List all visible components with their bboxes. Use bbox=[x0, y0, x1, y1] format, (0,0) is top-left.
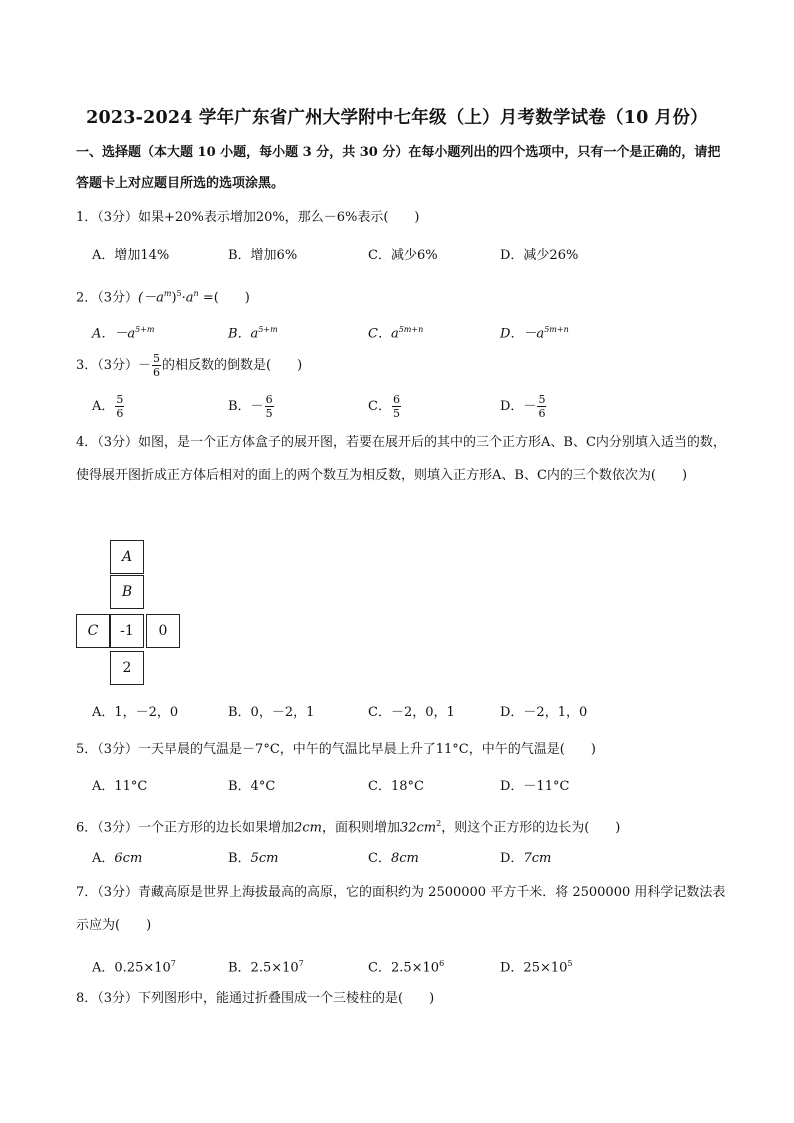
option-d: D．减少26% bbox=[500, 248, 579, 263]
option-a: A．1，－2，0 bbox=[92, 705, 179, 720]
net-cell-minus-one: -1 bbox=[110, 614, 144, 648]
option-b: B．增加6% bbox=[228, 248, 298, 263]
question-5-options bbox=[92, 772, 732, 802]
option-b: B．5cm bbox=[228, 851, 279, 866]
question-7-stem: 7．（3分）青藏高原是世界上海拔最高的高原，它的面积约为 2500000 平方千米．将 2500000 用科学记数法表示应为( ) bbox=[76, 885, 726, 933]
net-cell-a: A bbox=[110, 540, 144, 574]
option-a: A．增加14% bbox=[92, 248, 170, 263]
question-4-stem: 4．（3分）如图，是一个正方体盒子的展开图，若要在展开后的其中的三个正方形A、B、C内分别填入适当的数，使得展开图折成正方体后相对的面上的两个数互为相反数，则填入正方形A、B、C内的三个数依次为( ) bbox=[76, 435, 726, 483]
option-c: C．－2，0，1 bbox=[368, 705, 455, 720]
question-5-stem: 5．（3分）一天早晨的气温是－7°C，中午的气温比早晨上升了11°C，中午的气温是( ) bbox=[76, 742, 596, 757]
question-7-options bbox=[92, 949, 732, 979]
option-b: B．0，－2，1 bbox=[228, 705, 315, 720]
option-d: D．7cm bbox=[500, 851, 552, 866]
question-1-options bbox=[92, 241, 732, 271]
option-d: D．－ $\frac{5}{6}$ bbox=[500, 393, 546, 420]
question-1-stem: 1．（3分）如果+20%表示增加20%，那么－6%表示( ) bbox=[76, 210, 420, 225]
option-b: B．$a^{5+m}$ bbox=[228, 325, 278, 342]
section-heading: 一、选择题（本大题 10 小题，每小题 3 分，共 30 分）在每小题列出的四个选项中，只有一个是正确的，请把答题卡上对应题目所选的选项涂黑。 bbox=[76, 145, 721, 191]
fraction: $\frac{5}{6}$ bbox=[153, 352, 161, 379]
option-b: B．－ $\frac{6}{5}$ bbox=[228, 393, 273, 420]
option-d: D．$25\times 10^5$ bbox=[500, 959, 573, 976]
option-a: A．$0.25\times 10^7$ bbox=[92, 959, 176, 976]
net-cell-b: B bbox=[110, 575, 144, 609]
option-c: C．8cm bbox=[368, 851, 419, 866]
option-b: B．$2.5\times 10^7$ bbox=[228, 959, 304, 976]
cube-net-figure bbox=[76, 540, 186, 690]
net-cell-two: 2 bbox=[110, 651, 144, 685]
exam-title: 2023-2024 学年广东省广州大学附中七年级（上）月考数学试卷（10 月份） bbox=[86, 108, 708, 128]
question-2-options bbox=[92, 315, 732, 345]
question-4-options bbox=[92, 698, 732, 728]
option-c: C． $\frac{6}{5}$ bbox=[368, 393, 400, 420]
option-a: A．$-a^{5+m}$ bbox=[92, 325, 155, 342]
net-cell-c: C bbox=[76, 614, 110, 648]
option-c: C．$a^{5m+n}$ bbox=[368, 325, 424, 342]
option-c: C．18°C bbox=[368, 779, 424, 794]
question-3-options bbox=[92, 392, 732, 422]
option-c: C．$2.5\times 10^6$ bbox=[368, 959, 445, 976]
question-6-stem: 6．（3分）一个正方形的边长如果增加2cm，面积则增加$32cm^2$，则这个正方形的边长为( ) bbox=[76, 819, 621, 836]
question-6-options bbox=[92, 844, 732, 874]
net-cell-zero: 0 bbox=[146, 614, 180, 648]
option-c: C．减少6% bbox=[368, 248, 438, 263]
option-d: D．$-a^{5m+n}$ bbox=[500, 325, 569, 342]
option-d: D．－2，1，0 bbox=[500, 705, 588, 720]
question-3-stem: 3．（3分）－ $\frac{5}{6}$ 的相反数的倒数是( ) bbox=[76, 352, 303, 379]
question-8-stem: 8．（3分）下列图形中，能通过折叠围成一个三棱柱的是( ) bbox=[76, 991, 435, 1006]
option-a: A． $\frac{5}{6}$ bbox=[92, 393, 124, 420]
option-a: A．6cm bbox=[92, 851, 143, 866]
question-2-stem: 2．（3分）$(-a^m)^5\cdot a^n$ =( ) bbox=[76, 289, 250, 306]
option-b: B．4°C bbox=[228, 779, 276, 794]
option-d: D．－11°C bbox=[500, 779, 570, 794]
option-a: A．11°C bbox=[92, 779, 148, 794]
